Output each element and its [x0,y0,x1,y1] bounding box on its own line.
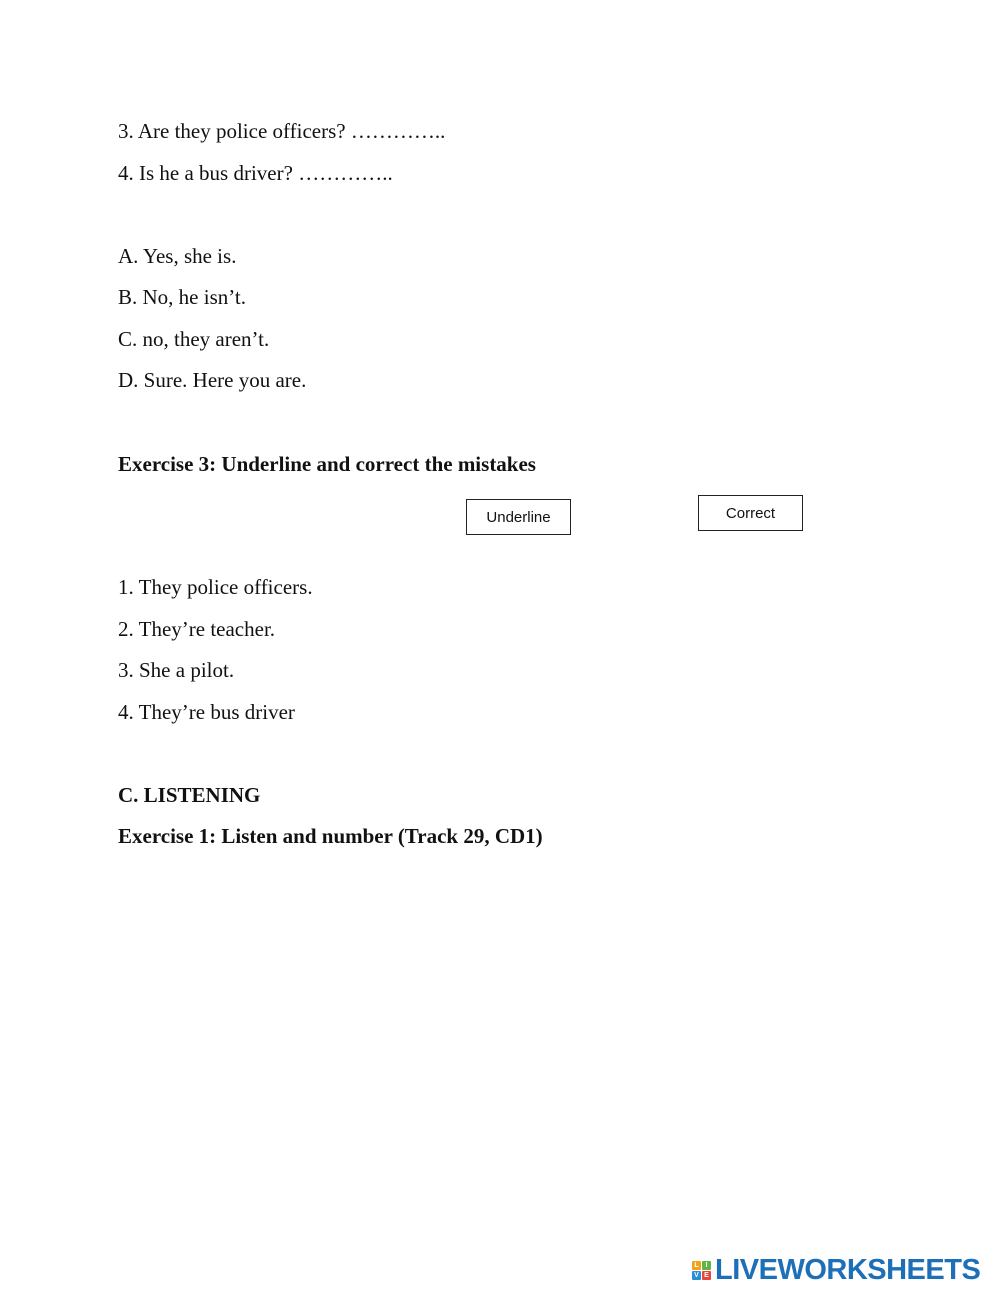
logo-letter-e: E [702,1271,711,1280]
listening-heading: C. LISTENING [118,783,261,807]
question-3: 3. Are they police officers? ………….. [118,119,446,143]
exercise-3-title: Exercise 3: Underline and correct the mistakes [118,452,536,476]
answer-d: D. Sure. Here you are. [118,368,307,392]
underline-button[interactable]: Underline [466,499,571,535]
correct-button[interactable]: Correct [698,495,803,531]
exercise-3-item-2: 2. They’re teacher. [118,617,276,641]
logo-letter-i: I [702,1261,711,1270]
question-4: 4. Is he a bus driver? ………….. [118,161,393,185]
logo-text: LIVEWORKSHEETS [715,1254,981,1286]
logo-letter-v: V [692,1271,701,1280]
answer-b: B. No, he isn’t. [118,285,246,309]
exercise-3-item-3: 3. She a pilot. [118,658,235,682]
exercise-3-item-4: 4. They’re bus driver [118,700,295,724]
exercise-3-item-1: 1. They police officers. [118,575,313,599]
logo-mark-icon [692,1261,711,1280]
listening-exercise-1-title: Exercise 1: Listen and number (Track 29, CD1) [118,824,543,848]
answer-c: C. no, they aren’t. [118,327,270,351]
liveworksheets-logo [692,1256,980,1284]
logo-letter-l: L [692,1261,701,1270]
answer-a: A. Yes, she is. [118,244,237,268]
